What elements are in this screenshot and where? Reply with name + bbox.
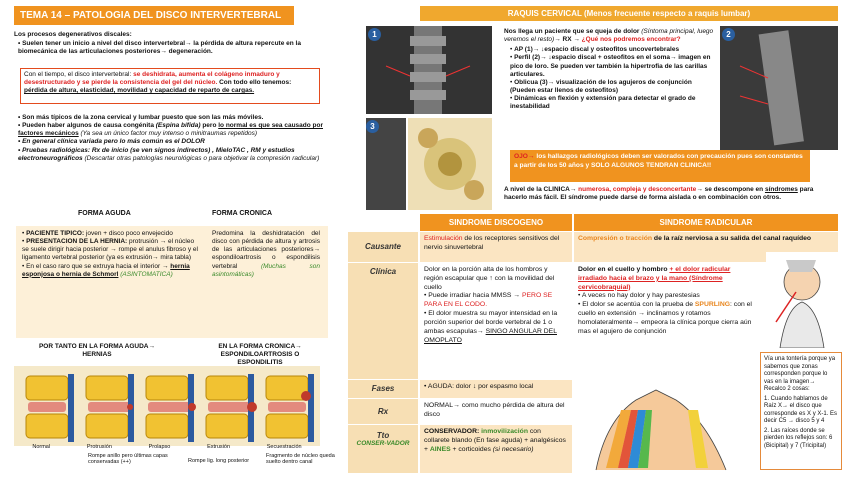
side-note: Vía una tontería porque ya sabemos que zonas corresponden porque lo vas en la imagen→ Recalco 2 cosas: 1. Cuando hablamos de Raíz X→ el disco que corresponde es X y X-1. Es decir C5 → disco 5 y 4 2. Las raíces donde se pierden los reflejos son: 6 (Bicipital) y 7 (Tricipital) <box>760 352 842 470</box>
bullet-list: • Son más típicos de la zona cervical y lumbar puesto que son las más móviles. • Pueden haber algunos de causa congénita (Espina bífida) pero lo normal es que sea causado por factores mecánicos (Ya sea un único factor muy intenso o minitraumas repetidos) • En general clínica variada pero lo más común es el DOLOR • Pruebas radiológicas: Rx de inicio (se ven signos indirectos) , MieloTAC , RM y estudios electroneurográficos (Descartar otras patologías neurológicas o para objetivar la compresión radicular) <box>18 114 323 162</box>
caption-extrusion: Rompe lig. long posterior <box>188 458 250 464</box>
xray-ap-image <box>366 26 492 114</box>
disc-stage-labels <box>14 444 320 450</box>
dermatome-figure <box>576 380 756 474</box>
intro-heading: Los procesos degenerativos discales: <box>14 31 132 38</box>
cell-tto: CONSERVADOR: inmovilización con collarete blando (En fase aguda) + analgésicos + AINES + corticoides (si necesario) <box>420 425 572 473</box>
spurling-figure <box>766 252 838 348</box>
row-rx: Rx <box>348 399 418 424</box>
cronica-conclusion: EN LA FORMA CRONICA→ ESPONDILOARTROSIS O ESPONDILITIS <box>218 343 302 367</box>
cronica-heading: FORMA CRONICA <box>212 210 273 217</box>
disc-herniation-illustration <box>14 366 320 446</box>
cell-causa-disc: Estimulación de los receptores sensitivos del nervio sinuvertebral <box>420 232 572 262</box>
aguda-cell: • PACIENTE TIPICO: joven + disco poco envejecido • PRESENTACION DE LA HERNIA: protrusión → el núcleo se suele dirigir hacia posterior → rompe el anulus fibroso y el ligamento vertebral posterior (ya es extrusión→ mira tabla) • En el caso raro que se extruya hacia el interior → hernia esponjosa o hernia de Schmorl (ASINTOMATICA) <box>22 230 198 278</box>
th-radicular: SINDROME RADICULAR <box>574 214 838 231</box>
page-title: TEMA 14 – PATOLOGIA DEL DISCO INTERVERTEBRAL <box>14 6 294 25</box>
row-fases: Fases <box>348 380 418 398</box>
cell-fases: • AGUDA: dolor ↓ por espasmo local <box>420 380 572 398</box>
row-tto: Tto CONSER-VADOR <box>348 425 418 473</box>
caption-secuestration: Fragmento de núcleo queda suelto dentro canal <box>266 453 335 465</box>
disc-stages-figure <box>14 366 320 446</box>
cell-clinica-rad: Dolor en el cuello y hombro + el dolor radicular irradiado hacia el brazo y la mano (Síndrome cervicobraquial) • A veces no hay dolor y hay parestesias • El dolor se acentúa con la prueba de SPURLING: con el cuello en extensión → inclinamos y rotamos homolateralmente→ empeora la clínica porque cierra aún mas el agujero de conjunción <box>574 263 760 379</box>
stage-label: Prolapso <box>148 444 171 450</box>
xray-lateral-image <box>720 26 838 150</box>
figure-number-1: 1 <box>368 28 381 41</box>
aguda-heading: FORMA AGUDA <box>78 210 131 217</box>
warning-note: OJO→ los hallazgos radiológicos deben ser valorados con precaución pues son constantes a partir de los 50 años y SOLO ALGUNOS TENDRAN CLINICA!! <box>510 150 810 182</box>
cell-clinica-disc: Dolor en la porción alta de los hombros y región escapular que ↑ con la movilidad del cuello • Puede irradiar hacia MMSS → PERO SE PARA EN EL CODO. • El dolor muestra su mayor intensidad en la porción superior del borde vertebral de 1 o ambas escapulas→ SINGO ANGULAR DEL OMOPLATO <box>420 263 572 379</box>
caption-protrusion: Rompe anillo pero últimas capas conservadas (++) <box>88 453 168 465</box>
figure-number-3: 3 <box>366 120 379 133</box>
cell-causa-rad: Compresión o tracción de la raíz nerviosa a su salida del canal raquídeo <box>574 232 838 262</box>
aguda-conclusion: POR TANTO EN LA FORMA AGUDA→ HERNIAS <box>38 343 156 359</box>
th-discogeno: SINDROME DISCOGENO <box>420 214 572 231</box>
stage-label: Normal <box>32 444 51 450</box>
radiology-text: Nos llega un paciente que se queja de dolor (Síntoma principal, luego veremos el resto)→ RX → ¿Qué nos podremos encontrar? • AP (1)→ ↓espacio discal y osteofitos uncovertebrales • Perfil (2)→ ↓espacio discal + osteofitos en el soma→ imagen en pico de loro. Se pueden ver también la hipertrofia de las carillas articulares. • Oblicua (3)→ visualización de los agujeros de conjunción (Pueden estar llenos de osteofitos) • Dinámicas en flexión y extensión para detectar el grado de inestabilidad <box>504 28 714 111</box>
stage-label: Protrusión <box>86 444 112 450</box>
section-header: RAQUIS CERVICAL (Menos frecuente respecto a raquis lumbar) <box>420 6 838 21</box>
row-causante: Causante <box>348 232 418 262</box>
clinical-intro: A nivel de la CLINICA→ numerosa, compleja y desconcertante→ se descompone en síndromes para hacerlo más fácil. El síndrome puede darse de forma aislada o en combinación con otros. <box>504 186 814 202</box>
intro-bullet: • Suelen tener un inicio a nivel del disco intervertebral→ la pérdida de altura repercute en la biomecánica de las articulaciones posteriores→ degeneración. <box>18 40 301 56</box>
cronica-cell: Predomina la deshidratación del disco con pérdida de altura y artrosis de las articulaciones posteriores→ espondiloartrosis o espondilisis vertebral (Muchas son asintomáticas) <box>212 230 320 278</box>
stage-label: Secuestración <box>266 444 302 450</box>
oblique-anatomy-image <box>408 118 492 210</box>
stage-label: Extrusión <box>207 444 231 450</box>
row-clinica: Clínica <box>348 263 418 379</box>
cell-rx: NORMAL→ como mucho pérdida de altura del disco <box>420 399 572 424</box>
disc-aging-box: Con el tiempo, el disco intervertebral: se deshidrata, aumenta el colágeno inmaduro y desestructurado y se pierde la consistencia del gel del núcleo. Con todo ello tenemos: pérdida de altura, elasticidad, movilidad y capacidad de reparto de cargas. <box>20 68 320 104</box>
figure-number-2: 2 <box>722 28 735 41</box>
